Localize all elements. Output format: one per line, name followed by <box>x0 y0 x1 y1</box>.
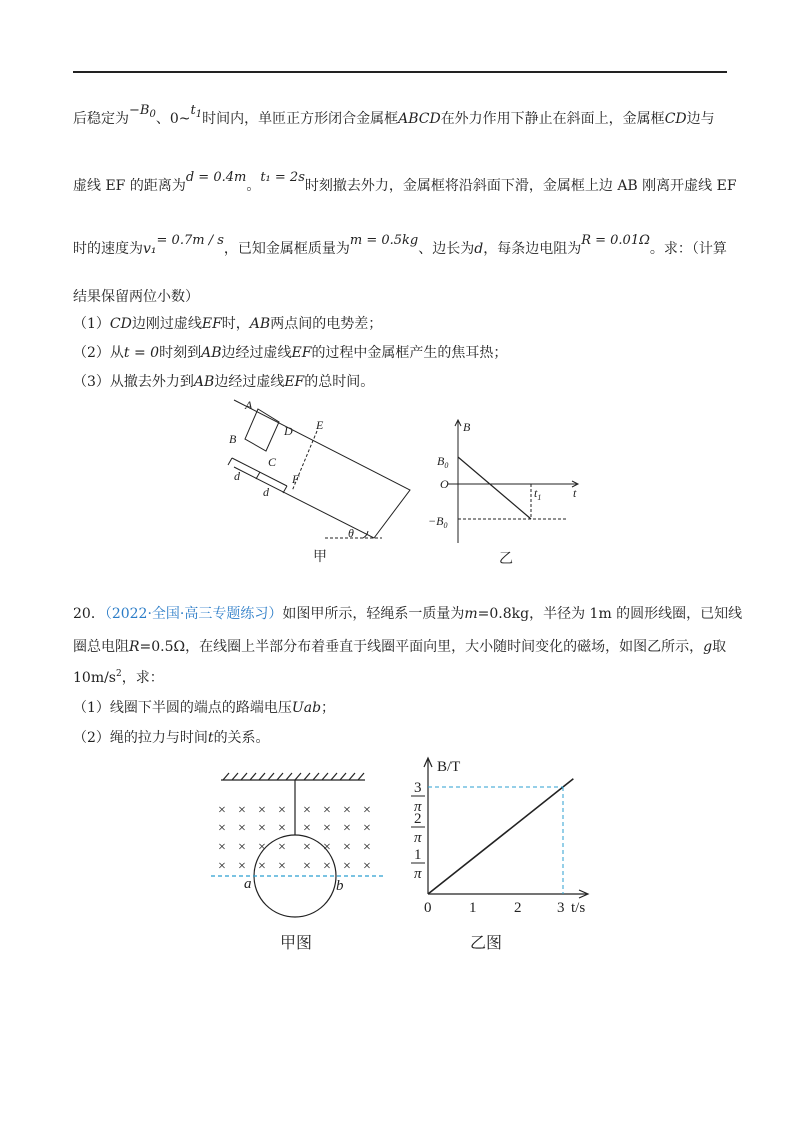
label-d: D <box>284 424 293 438</box>
xtick-3: 3 <box>557 900 565 916</box>
field-cross: × <box>303 840 311 855</box>
dim-tick-mid <box>256 472 260 479</box>
label-theta: θ <box>348 526 354 540</box>
label-d2: d <box>263 485 269 499</box>
field-cross: × <box>323 859 331 874</box>
ytick-1-den: π <box>414 866 422 882</box>
caption-yi-tu: 乙图 <box>470 935 503 952</box>
theta-arc <box>363 531 368 538</box>
field-cross: × <box>258 840 266 855</box>
caption-jia: 甲 <box>313 550 327 565</box>
field-cross: × <box>218 859 226 874</box>
label-e: E <box>316 418 324 432</box>
q20-number: 20． <box>73 606 105 622</box>
field-cross: × <box>303 821 311 836</box>
label-f: F <box>292 472 300 486</box>
field-cross: × <box>363 803 371 818</box>
xtick-1: 1 <box>469 900 477 916</box>
tick-b0: $B_0$ <box>437 454 449 470</box>
axis-xlabel: t/s <box>571 900 586 916</box>
field-cross: × <box>218 821 226 836</box>
field-cross: × <box>363 840 371 855</box>
q20-line-2: 圈总电阻R=0.5Ω，在线圈上半部分布着垂直于线圈平面向里，大小随时间变化的磁场，如图乙所示，g取 <box>73 639 727 655</box>
q19-line-3: 时的速度为v₁= 0.7m / s，已知金属框质量为m = 0.5kg、边长为d，每条边电阻为R = 0.01Ω。求：（计算 <box>73 233 727 257</box>
ytick-2-num: 2 <box>414 811 422 827</box>
field-cross: × <box>238 859 246 874</box>
point-b: b <box>336 878 344 894</box>
header-rule <box>73 71 727 73</box>
field-cross: × <box>278 859 286 874</box>
ceiling-hatch <box>223 773 364 780</box>
tick-neg-b0: $-B_0$ <box>428 514 448 530</box>
ytick-3-num: 3 <box>414 780 422 796</box>
square-frame <box>245 409 279 451</box>
caption-jia-tu: 甲图 <box>280 935 313 952</box>
field-cross: × <box>343 840 351 855</box>
q19-line-2: 虚线 EF 的距离为d = 0.4m。t₁ = 2s时刻撤去外力，金属框将沿斜面下滑，金属框上边 AB 刚离开虚线 EF <box>73 170 737 194</box>
field-cross: × <box>363 859 371 874</box>
q20-part-1: （1）线圈下半圆的端点的路端电压Uab； <box>73 700 336 716</box>
caption-yi: 乙 <box>499 552 513 567</box>
q19-part-1: （1）CD边刚过虚线EF时，AB两点间的电势差； <box>73 316 383 332</box>
t1: $t_1$ <box>190 103 203 120</box>
field-cross: × <box>238 821 246 836</box>
field-cross: × <box>363 821 371 836</box>
ytick-3-den: π <box>414 799 422 815</box>
q19-part-2: （2）从t = 0时刻到AB边经过虚线EF的过程中金属框产生的焦耳热； <box>73 345 508 361</box>
ytick-2-den: π <box>414 830 422 846</box>
field-cross: × <box>278 840 286 855</box>
field-cross: × <box>343 859 351 874</box>
field-cross: × <box>323 840 331 855</box>
origin-label: O <box>440 477 449 491</box>
field-cross: × <box>238 803 246 818</box>
field-cross: × <box>278 821 286 836</box>
field-cross: × <box>218 803 226 818</box>
neg-b0: $-B_0$ <box>129 103 156 120</box>
coil-figure <box>205 770 395 955</box>
dim-tick-left <box>228 458 232 465</box>
tick-t1: $t_1$ <box>534 486 542 502</box>
field-cross: × <box>278 803 286 818</box>
point-a: a <box>244 876 252 892</box>
q20-line-3: $10m/s^2$，求： <box>73 669 164 686</box>
label-a: A <box>245 398 253 412</box>
field-cross: × <box>303 859 311 874</box>
q19-plot-area <box>458 457 568 519</box>
q19-line-1: 后稳定为$-B_0$、$0\sim t_1$时间内，单匝正方形闭合金属框ABCD在外力作用下静止在斜面上，金属框CD边与 <box>73 103 715 127</box>
incline-figure <box>215 395 425 570</box>
field-cross: × <box>343 821 351 836</box>
field-cross: × <box>238 840 246 855</box>
axis-t-label: t <box>573 486 577 500</box>
field-cross: × <box>218 840 226 855</box>
q20-bt-graph <box>395 752 620 957</box>
field-cross: × <box>323 821 331 836</box>
axis-b-label: B <box>463 420 471 434</box>
q20-plot-area <box>428 779 573 894</box>
field-cross: × <box>258 821 266 836</box>
q20-line-1: 20．（2022·全国·高三专题练习）如图甲所示，轻绳系一质量为m=0.8kg，半径为 1m 的圆形线圈，已知线 <box>73 606 743 622</box>
q20-part-2: （2）绳的拉力与时间t的关系。 <box>73 730 270 746</box>
q19-series-line <box>458 457 531 519</box>
label-c: C <box>268 455 277 469</box>
ytick-1-num: 1 <box>414 847 422 863</box>
field-cross: × <box>343 803 351 818</box>
field-cross: × <box>258 859 266 874</box>
q20-source-tag[interactable]: （2022·全国·高三专题练习） <box>104 606 283 622</box>
xtick-2: 2 <box>514 900 522 916</box>
field-cross: × <box>323 803 331 818</box>
field-cross: × <box>303 803 311 818</box>
axis-ylabel: B/T <box>437 759 461 775</box>
q20-series-line <box>428 779 573 894</box>
q19-line-4: 结果保留两位小数） <box>73 289 199 305</box>
label-b: B <box>229 432 237 446</box>
q19-bt-graph <box>420 415 590 570</box>
dim-tick-right <box>283 486 287 493</box>
xtick-0: 0 <box>424 900 432 916</box>
label-d1: d <box>234 469 240 483</box>
field-cross: × <box>258 803 266 818</box>
q19-part-3: （3）从撤去外力到AB边经过虚线EF的总时间。 <box>73 374 375 390</box>
